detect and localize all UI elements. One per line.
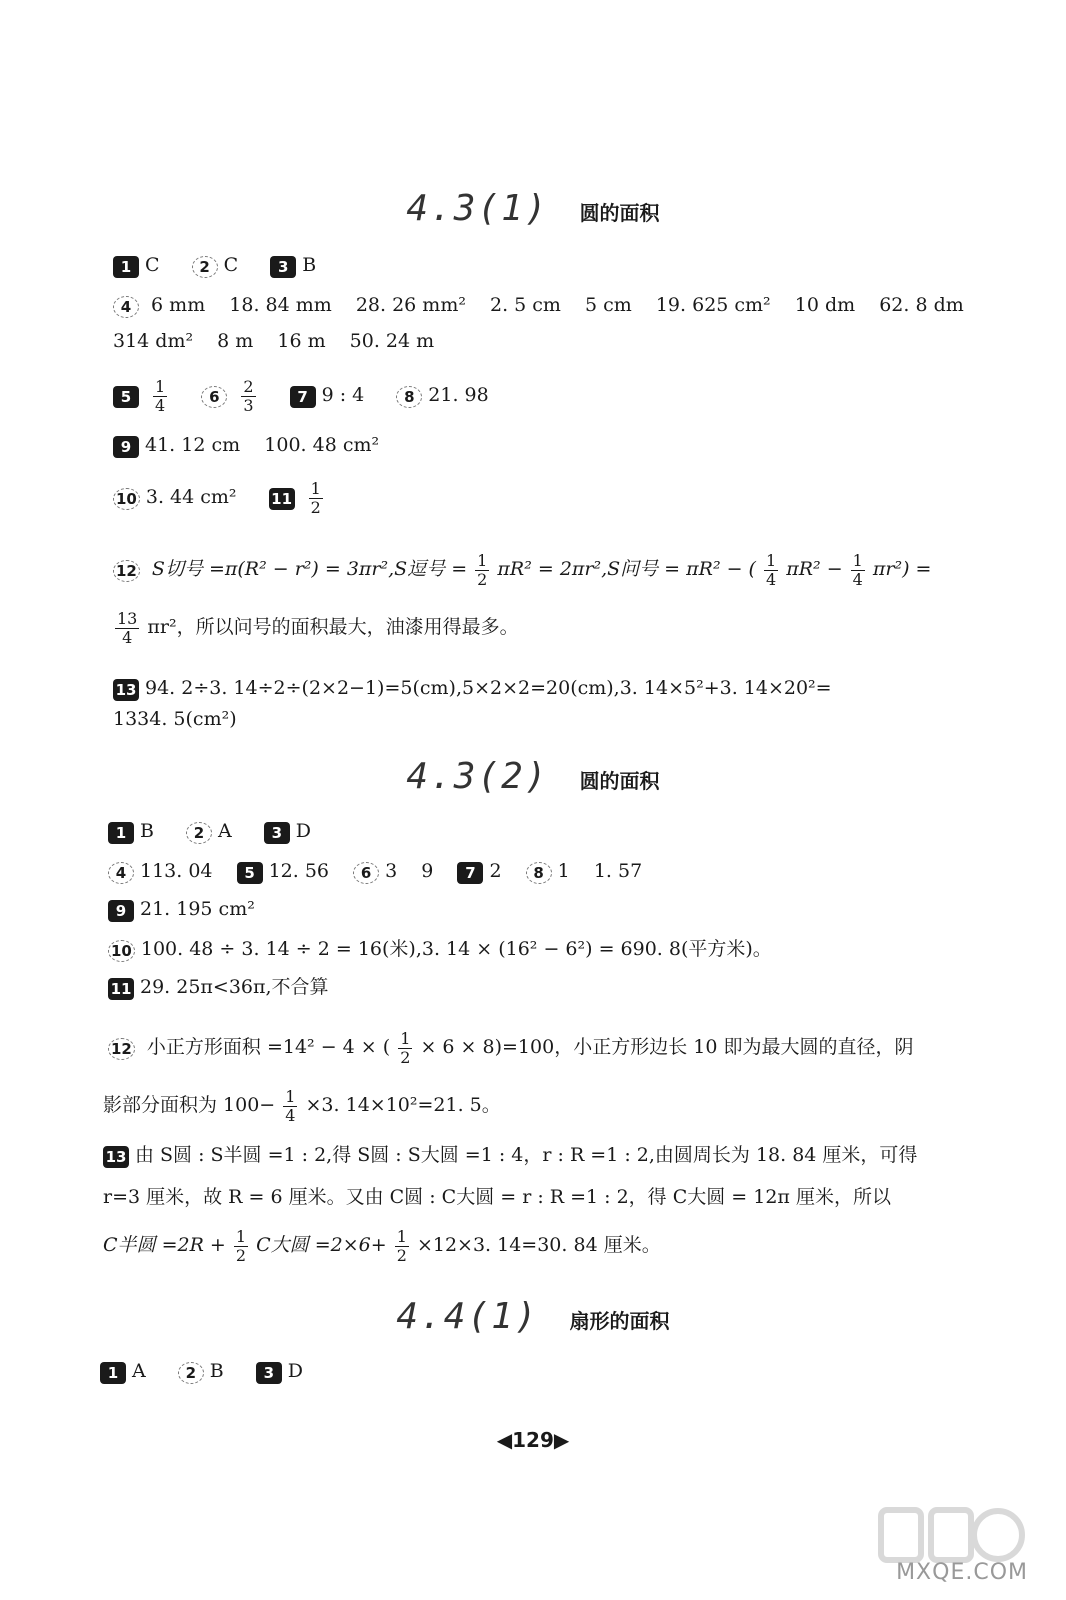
question-badge: 12 [113,560,140,582]
question-badge: 9 [113,436,139,458]
answer: 12. 56 [268,860,330,882]
answer: 3 9 [385,860,434,882]
section-heading [0,1296,1066,1337]
answer-text: 1334. 5(cm²) [113,708,237,730]
answer-row [103,1184,891,1210]
question-badge: 11 [108,978,134,1000]
answer: B [302,254,317,276]
answer-row [113,706,237,732]
question-badge: 4 [108,862,134,884]
question-badge: 2 [186,822,212,844]
answer: A [132,1360,146,1382]
question-badge: 3 [270,256,296,278]
question-badge: 13 [113,679,139,701]
answer: 62. 8 dm [879,294,964,316]
question-badge: 6 [201,386,227,408]
answer-row [108,896,255,922]
question-badge: 2 [192,256,218,278]
question-badge: 4 [113,296,139,318]
section-title: 圆的面积 [579,201,660,225]
answer: 3. 44 cm² [145,486,237,508]
question-badge: 1 [100,1362,126,1384]
answer-row [103,1082,501,1128]
answer-row [113,675,832,701]
answer-row [100,1358,303,1384]
fraction: $\frac{2}{3}$ [243,376,254,415]
fraction: $\frac{1}{2}$ [235,1226,247,1265]
section-title: 扇形的面积 [569,1309,670,1333]
answer: 29. 25π<36π,不合算 [140,976,329,998]
answer-text: ×3. 14×10²=21. 5。 [305,1094,501,1116]
watermark-text: MXQE.COM [896,1560,1028,1585]
question-badge: 11 [269,488,295,510]
answer: 16 m [277,330,326,352]
answer-row [113,328,434,354]
answer-text: C半圆 =2R + [103,1234,226,1256]
answer-text: S切号 =π(R² − r²) = 3πr²,S逗号 = [151,558,468,580]
answer-row [103,1142,917,1168]
answer: 41. 12 cm 100. 48 cm² [145,434,380,456]
answer: B [209,1360,224,1382]
answer-text: 小正方形面积 =14² − 4 × ( [146,1036,391,1058]
fraction: $\frac{1}{2}$ [477,550,488,589]
answer: 2 [489,860,502,882]
answer: C [223,254,239,276]
answer-row [113,292,964,318]
section-heading [0,188,1066,229]
answer-text: × 6 × 8)=100，小正方形边长 10 即为最大圆的直径，阴 [420,1036,914,1058]
question-badge: 3 [264,822,290,844]
answer: 2. 5 cm [490,294,561,316]
answer-row [108,818,311,844]
answer: C [145,254,160,276]
answer-row [113,372,489,418]
section-number: 4.4(1) [396,1296,539,1337]
question-badge: 5 [237,862,263,884]
answer: A [218,820,232,842]
question-badge: 10 [108,940,135,962]
question-badge: 12 [108,1038,135,1060]
question-badge: 9 [108,900,134,922]
answer-text: πr²) = [872,558,932,580]
answer: 28. 26 mm² [355,294,466,316]
answer-text: 由 S圆 : S半圆 =1 : 2,得 S圆 : S大圆 =1 : 4，r : R =1 : 2,由圆周长为 18. 84 厘米，可得 [135,1144,918,1166]
question-badge: 8 [396,386,422,408]
answer: 8 m [217,330,254,352]
answer-row [103,1222,661,1268]
answer: 100. 48 ÷ 3. 14 ÷ 2 = 16(米),3. 14 × (16² − 6²) = 690. 8(平方米)。 [140,938,772,960]
fraction: $\frac{1}{2}$ [396,1226,407,1265]
answer-text: ×12×3. 14=30. 84 厘米。 [416,1234,661,1256]
fraction: $\frac{1}{4}$ [852,550,863,589]
section-number: 4.3(2) [406,756,549,797]
section-number: 4.3(1) [406,188,549,229]
section-heading [0,756,1066,797]
answer-row [113,252,316,278]
answer: D [287,1360,304,1382]
page-number: ◀129▶ [496,1428,570,1452]
answer-row [113,546,931,592]
answer-row [108,936,772,962]
question-badge: 5 [113,386,139,408]
question-badge: 8 [526,862,552,884]
question-badge: 7 [290,386,316,408]
section-title: 圆的面积 [579,769,660,793]
fraction: $\frac{1}{2}$ [310,478,321,517]
answer: 9 : 4 [321,384,365,406]
answer: 21. 98 [428,384,489,406]
answer-text: πr²，所以问号的面积最大，油漆用得最多。 [147,616,519,638]
answer-text: 94. 2÷3. 14÷2÷(2×2−1)=5(cm),5×2×2=20(cm),3. 14×5²+3. 14×20²= [145,677,832,699]
answer: 19. 625 cm² [655,294,771,316]
answer-row [113,604,519,650]
answer-row [108,1024,913,1070]
answer: 113. 04 [140,860,213,882]
question-badge: 13 [103,1146,129,1168]
answer: 6 mm [151,294,206,316]
answer-row [113,474,325,520]
question-badge: 1 [108,822,134,844]
answer-row [108,974,329,1000]
answer: B [140,820,154,842]
answer: 10 dm [794,294,856,316]
fraction: $\frac{13}{4}$ [117,608,138,647]
answer-row [108,858,642,884]
question-badge: 10 [113,488,140,510]
fraction: $\frac{1}{2}$ [400,1028,411,1067]
question-badge: 3 [256,1362,282,1384]
answer: 314 dm² [113,330,194,352]
answer: 21. 195 cm² [140,898,255,920]
answer: 1 1. 57 [557,860,643,882]
answer: 18. 84 mm [229,294,332,316]
answer-text: πR² − [786,558,843,580]
answer: 50. 24 m [349,330,435,352]
question-badge: 7 [457,862,483,884]
question-badge: 2 [178,1362,204,1384]
question-badge: 1 [113,256,139,278]
answer-text: C大圆 =2×6+ [256,1234,387,1256]
fraction: $\frac{1}{4}$ [285,1086,296,1125]
answer-row [113,432,379,458]
fraction: $\frac{1}{4}$ [155,376,166,415]
answer: D [295,820,312,842]
question-badge: 6 [353,862,379,884]
answer-text: πR² = 2πr²,S问号 = πR² − ( [497,558,756,580]
fraction: $\frac{1}{4}$ [766,550,777,589]
answer-text: r=3 厘米，故 R = 6 厘米。又由 C圆 : C大圆 = r : R =1 : 2，得 C大圆 = 12π 厘米，所以 [103,1186,891,1208]
answer: 5 cm [585,294,632,316]
answer-text: 影部分面积为 100− [103,1094,276,1116]
